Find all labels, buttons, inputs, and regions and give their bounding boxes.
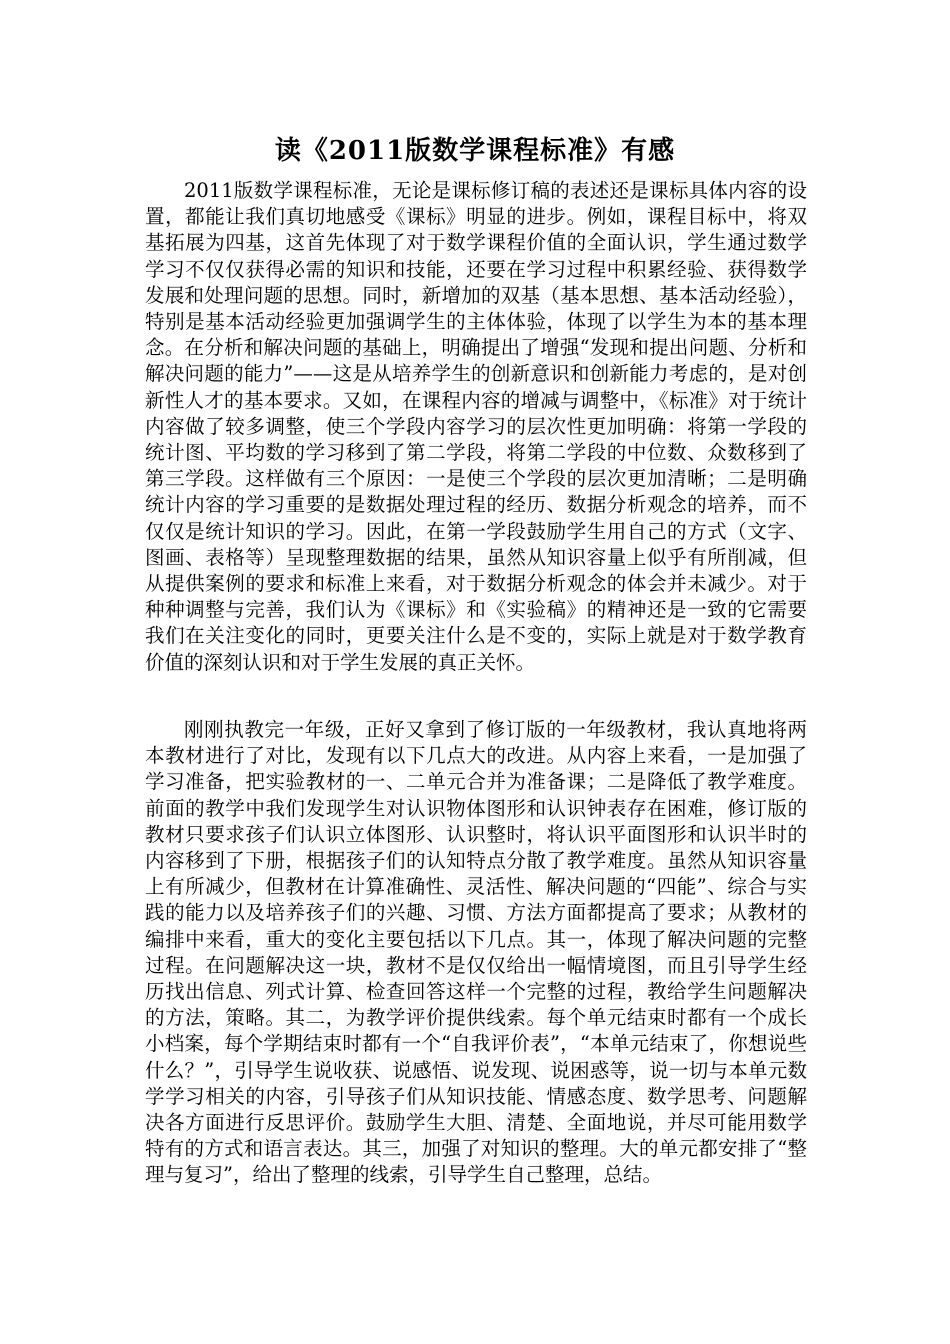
paragraph-2: 刚刚执教完一年级，正好又拿到了修订版的一年级教材，我认真地将两本教材进行了对比，发现有以下几点大的改进。从内容上来看，一是加强了学习准备，把实验教材的一、二单元合并为准备课；二是降低了教学难度。前面的教学中我们发现学生对认识物体图形和认识钟表存在困难，修订版的教材只要求孩子们认识立体图形、认识整时，将认识平面图形和认识半时的内容移到了下册，根据孩子们的认知特点分散了教学难度。虽然从知识容量上有所减少，但教材在计算准确性、灵活性、解决问题的“四能”、综合与实践的能力以及培养孩子们的兴趣、习惯、方法方面都提高了要求；从教材的编排中来看，重大的变化主要包括以下几点。其一，体现了解决问题的完整过程。在问题解决这一块，教材不是仅仅给出一幅情境图，而且引导学生经历找出信息、列式计算、检查回答这样一个完整的过程，教给学生问题解决的方法，策略。其二，为教学评价提供线索。每个单元结束时都有一个成长小档案，每个学期结束时都有一个“自我评价表”，“本单元结束了，你想说些什么？”，引导学生说收获、说感悟、说发现、说困惑等，说一切与本单元数学学习相关的内容，引导孩子们从知识技能、情感态度、数学思考、问题解决各方面进行反思评价。鼓励学生大胆、清楚、全面地说，并尽可能用数学特有的方式和语言表达。其三，加强了对知识的整理。大的单元都安排了“整理与复习”，给出了整理的线索，引导学生自己整理，总结。 [145, 718, 807, 1187]
paragraph-1: 2011版数学课程标准，无论是课标修订稿的表述还是课标具体内容的设置，都能让我们真切地感受《课标》明显的进步。例如，课程目标中，将双基拓展为四基，这首先体现了对于数学课程价值的全面认识，学生通过数学学习不仅仅获得必需的知识和技能，还要在学习过程中积累经验、获得数学发展和处理问题的思想。同时，新增加的双基（基本思想、基本活动经验），特别是基本活动经验更加强调学生的主体体验，体现了以学生为本的基本理念。在分析和解决问题的基础上，明确提出了增强“发现和提出问题、分析和解决问题的能力”——这是从培养学生的创新意识和创新能力考虑的，是对创新性人才的基本要求。又如，在课程内容的增减与调整中，《标准》对于统计内容做了较多调整，使三个学段内容学习的层次性更加明确：将第一学段的统计图、平均数的学习移到了第二学段，将第二学段的中位数、众数移到了第三学段。这样做有三个原因：一是使三个学段的层次更加清晰；二是明确统计内容的学习重要的是数据处理过程的经历、数据分析观念的培养，而不仅仅是统计知识的学习。因此，在第一学段鼓励学生用自己的方式（文字、图画、表格等）呈现整理数据的结果，虽然从知识容量上似乎有所削减，但从提供案例的要求和标准上来看，对于数据分析观念的体会并未减少。对于种种调整与完善，我们认为《课标》和《实验稿》的精神还是一致的它需要我们在关注变化的同时，更要关注什么是不变的，实际上就是对于数学教育价值的深刻认识和对于学生发展的真正关怀。 [145, 179, 807, 674]
document-title: 读《2011版数学课程标准》有感 [274, 136, 676, 166]
